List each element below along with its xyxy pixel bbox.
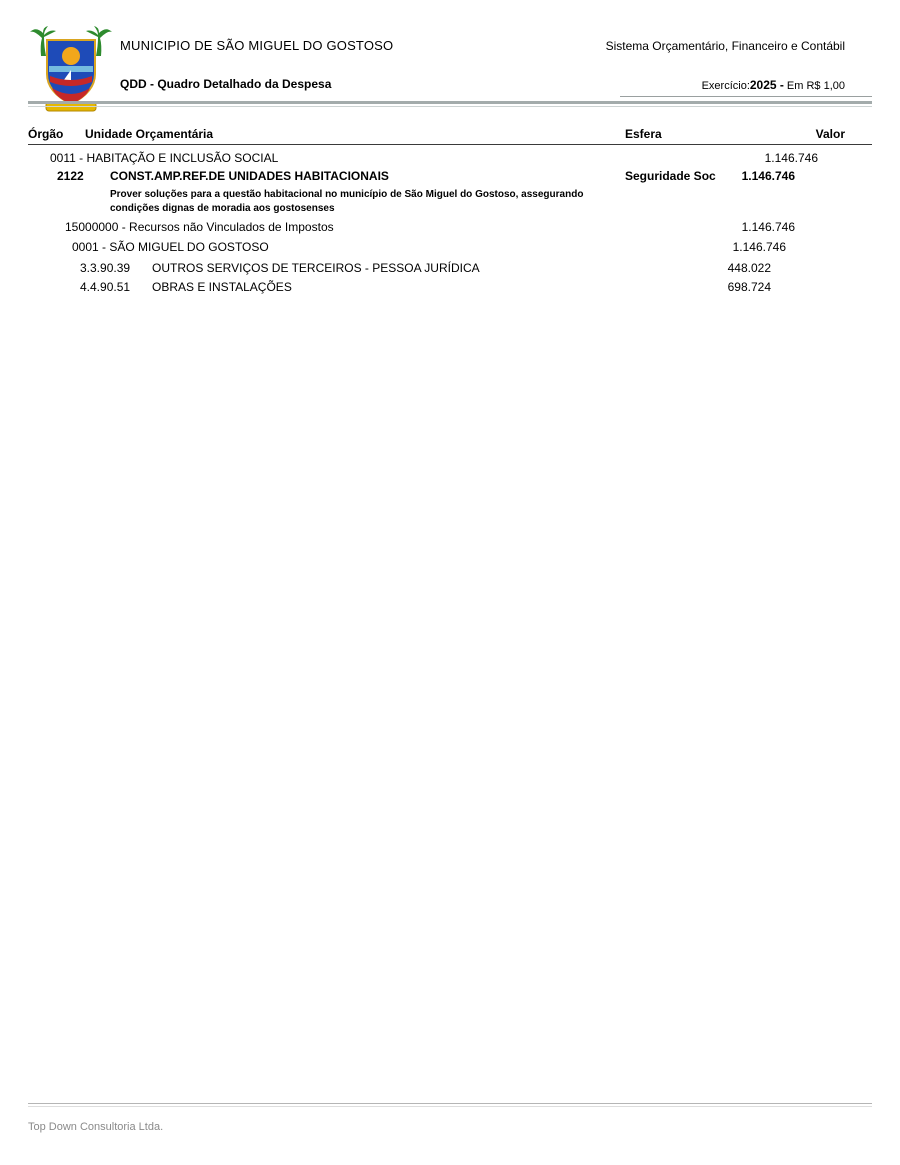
column-header-unidade-orcamentaria: Unidade Orçamentária (85, 127, 214, 141)
header-rule-thin (28, 106, 872, 107)
row-acao-description: Prover soluções para a questão habitacional no município de São Miguel do Gostoso, assegurando condições dignas de moradia aos gostosenses (110, 189, 584, 214)
exercise-year: 2025 - (749, 78, 784, 92)
row-fonte-valor: 1.146.746 (741, 220, 795, 234)
header-rule-thick (28, 101, 872, 104)
row-acao-code: 2122 (57, 169, 84, 183)
column-header-valor: Valor (815, 127, 845, 141)
row-natureza2-label: OBRAS E INSTALAÇÕES (152, 280, 292, 294)
row-acao-esfera: Seguridade Soc (625, 169, 716, 183)
row-acao-label: CONST.AMP.REF.DE UNIDADES HABITACIONAIS (110, 169, 389, 183)
municipal-coat-of-arms-icon (30, 26, 112, 112)
row-fonte-label: 15000000 - Recursos não Vinculados de Impostos (65, 220, 334, 234)
footer-rule-bottom (28, 1106, 872, 1107)
row-acao-valor: 1.146.746 (741, 169, 795, 183)
municipality-name: MUNICIPIO DE SÃO MIGUEL DO GOSTOSO (120, 38, 394, 53)
row-unidade-label: 0011 - HABITAÇÃO E INCLUSÃO SOCIAL (50, 151, 279, 165)
row-natureza2-code: 4.4.90.51 (80, 280, 131, 294)
row-unidade-valor: 1.146.746 (764, 151, 818, 165)
system-name: Sistema Orçamentário, Financeiro e Contábil (605, 39, 845, 53)
report-title: QDD - Quadro Detalhado da Despesa (120, 77, 332, 91)
row-natureza1-valor: 448.022 (727, 261, 771, 275)
exercise-info (702, 78, 845, 92)
table-header-rule (28, 144, 872, 145)
row-natureza1-label: OUTROS SERVIÇOS DE TERCEIROS - PESSOA JURÍDICA (152, 261, 480, 275)
row-local-valor: 1.146.746 (732, 240, 786, 254)
row-natureza1-code: 3.3.90.39 (80, 261, 131, 275)
footer-rule-top (28, 1103, 872, 1104)
footer-company: Top Down Consultoria Ltda. (28, 1121, 164, 1133)
row-natureza2-valor: 698.724 (727, 280, 771, 294)
currency-note: Em R$ 1,00 (786, 80, 845, 92)
row-local-label: 0001 - SÃO MIGUEL DO GOSTOSO (72, 240, 269, 254)
column-header-esfera: Esfera (625, 127, 662, 141)
exercise-label: Exercício: (701, 80, 750, 92)
exercise-underline (620, 96, 872, 97)
column-header-orgao: Órgão (28, 127, 64, 141)
